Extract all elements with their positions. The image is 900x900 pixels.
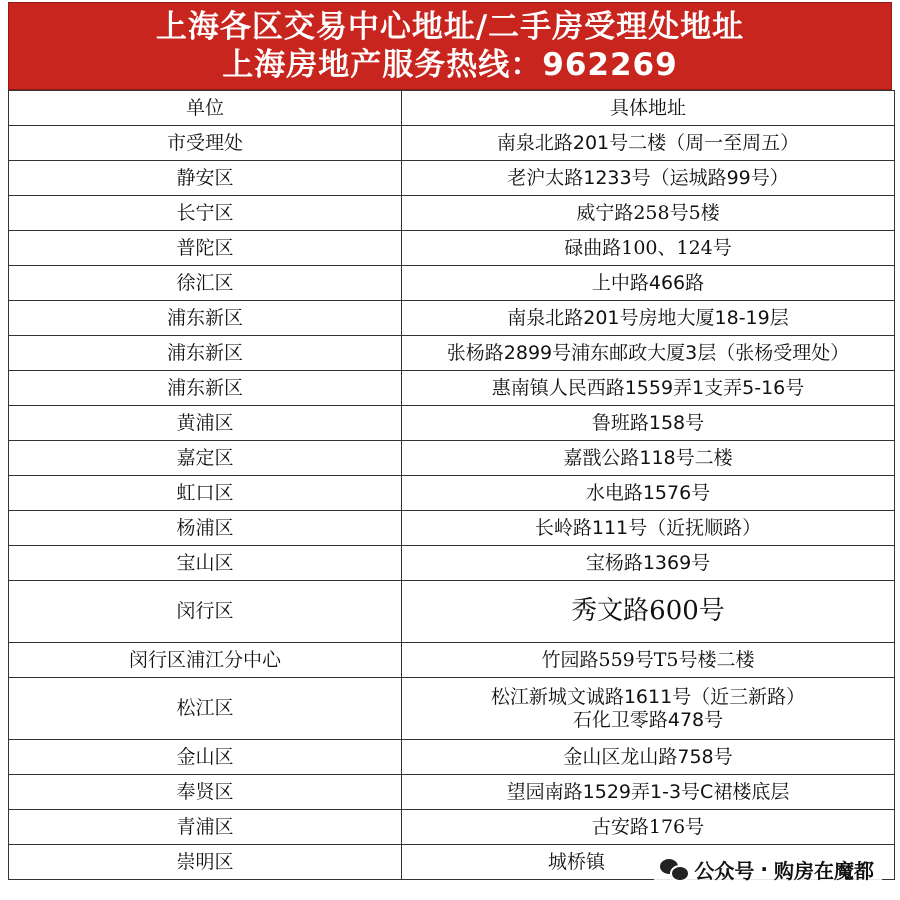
address-cell: 长岭路111号（近抚顺路） xyxy=(402,511,895,546)
unit-cell: 浦东新区 xyxy=(9,371,402,406)
table-row xyxy=(9,371,895,406)
unit-cell: 闵行区浦江分中心 xyxy=(9,643,402,678)
address-cell xyxy=(402,678,895,740)
address-cell: 金山区龙山路758号 xyxy=(402,740,895,775)
table-row xyxy=(9,511,895,546)
address-cell: 秀文路600号 xyxy=(402,581,895,643)
unit-cell: 杨浦区 xyxy=(9,511,402,546)
address-cell: 老沪太路1233号（运城路99号） xyxy=(402,161,895,196)
address-line: 石化卫零路478号 xyxy=(572,708,724,731)
document-sheet xyxy=(8,2,892,892)
address-table xyxy=(8,90,895,880)
table-row xyxy=(9,810,895,845)
unit-cell: 长宁区 xyxy=(9,196,402,231)
table-row xyxy=(9,301,895,336)
table-row xyxy=(9,546,895,581)
unit-cell: 徐汇区 xyxy=(9,266,402,301)
unit-cell: 金山区 xyxy=(9,740,402,775)
watermark xyxy=(654,852,882,886)
title-banner xyxy=(8,2,892,90)
address-cell: 上中路466路 xyxy=(402,266,895,301)
wechat-icon xyxy=(660,857,688,881)
address-cell: 鲁班路158号 xyxy=(402,406,895,441)
unit-cell: 嘉定区 xyxy=(9,441,402,476)
address-cell: 竹园路559号T5号楼二楼 xyxy=(402,643,895,678)
unit-cell: 黄浦区 xyxy=(9,406,402,441)
table-row xyxy=(9,406,895,441)
address-cell: 嘉戬公路118号二楼 xyxy=(402,441,895,476)
table-row xyxy=(9,678,895,740)
table-header-row xyxy=(9,91,895,126)
unit-cell: 奉贤区 xyxy=(9,775,402,810)
watermark-separator: · xyxy=(760,857,768,881)
table-row xyxy=(9,740,895,775)
table-row xyxy=(9,231,895,266)
unit-cell: 崇明区 xyxy=(9,845,402,880)
table-row xyxy=(9,775,895,810)
page-title: 上海各区交易中心地址/二手房受理处地址 xyxy=(155,9,745,45)
unit-cell: 宝山区 xyxy=(9,546,402,581)
address-cell: 威宁路258号5楼 xyxy=(402,196,895,231)
table-row xyxy=(9,196,895,231)
address-cell: 水电路1576号 xyxy=(402,476,895,511)
address-cell: 古安路176号 xyxy=(402,810,895,845)
unit-cell: 浦东新区 xyxy=(9,336,402,371)
unit-cell: 市受理处 xyxy=(9,126,402,161)
watermark-prefix: 公众号 xyxy=(694,858,755,883)
table-row xyxy=(9,441,895,476)
address-cell: 城桥镇 xyxy=(402,845,895,880)
address-cell: 张杨路2899号浦东邮政大厦3层（张杨受理处） xyxy=(402,336,895,371)
table-row xyxy=(9,643,895,678)
unit-cell: 浦东新区 xyxy=(9,301,402,336)
address-cell: 惠南镇人民西路1559弄1支弄5-16号 xyxy=(402,371,895,406)
unit-cell: 静安区 xyxy=(9,161,402,196)
address-cell: 南泉北路201号房地大厦18-19层 xyxy=(402,301,895,336)
table-row xyxy=(9,161,895,196)
header-unit: 单位 xyxy=(9,91,402,126)
address-cell: 南泉北路201号二楼（周一至周五） xyxy=(402,126,895,161)
unit-cell: 普陀区 xyxy=(9,231,402,266)
unit-cell: 青浦区 xyxy=(9,810,402,845)
address-cell: 碌曲路100、124号 xyxy=(402,231,895,266)
table-row xyxy=(9,126,895,161)
hotline-text: 上海房地产服务热线：962269 xyxy=(222,47,678,83)
table-row xyxy=(9,266,895,301)
address-line: 松江新城文诚路1611号（近三新路） xyxy=(490,685,806,708)
address-cell: 望园南路1529弄1-3号C裙楼底层 xyxy=(402,775,895,810)
watermark-name: 购房在魔都 xyxy=(774,858,874,883)
unit-cell: 虹口区 xyxy=(9,476,402,511)
table-row xyxy=(9,476,895,511)
unit-cell: 闵行区 xyxy=(9,581,402,643)
address-cell: 宝杨路1369号 xyxy=(402,546,895,581)
table-row xyxy=(9,581,895,643)
unit-cell: 松江区 xyxy=(9,678,402,740)
header-address: 具体地址 xyxy=(402,91,895,126)
table-row xyxy=(9,336,895,371)
